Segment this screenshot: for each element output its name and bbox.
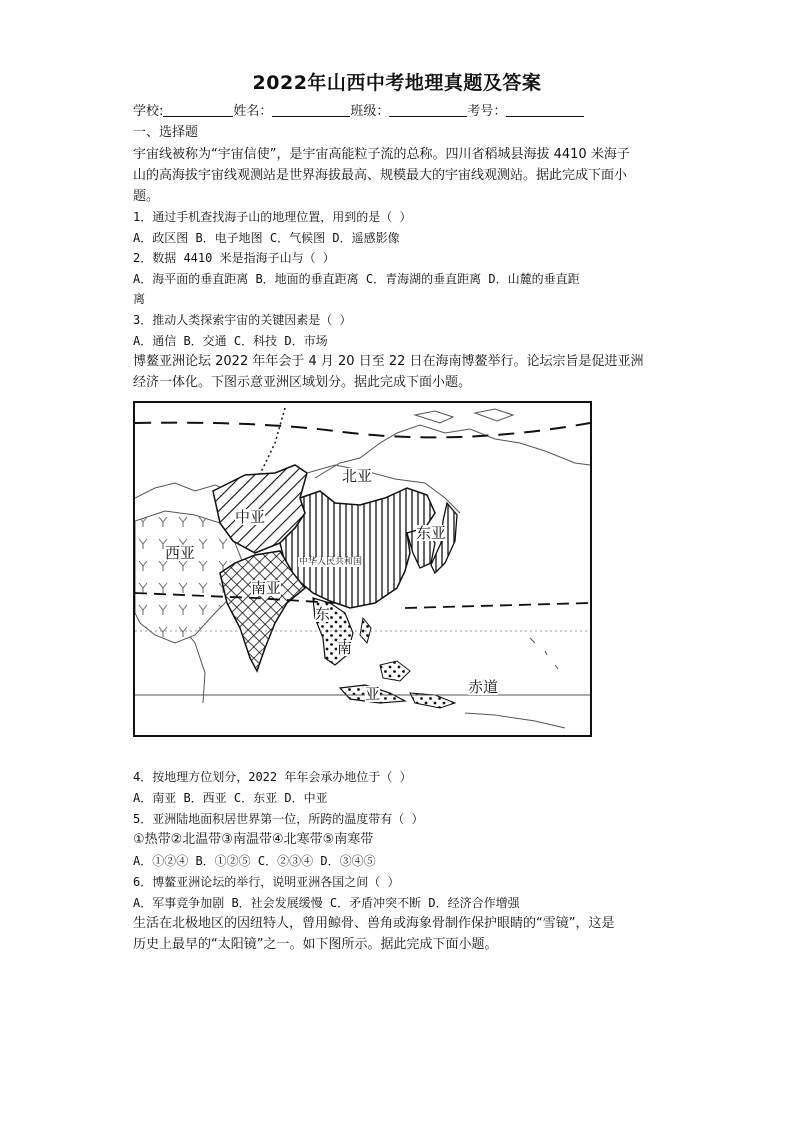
passage3-line1: 生活在北极地区的因纽特人，曾用鲸骨、兽角或海象骨制作保护眼睛的“雪镜”，这是: [133, 916, 615, 931]
q6-stem: 6．博鳌亚洲论坛的举行，说明亚洲各国之间（ ）: [133, 875, 400, 889]
q4-stem: 4．按地理方位划分，2022 年年会承办地位于（ ）: [133, 770, 412, 784]
name-label: 姓名：: [233, 104, 273, 119]
name-blank[interactable]: [272, 102, 350, 117]
q5-stem: 5．亚洲陆地面积居世界第一位，所跨的温度带有（ ）: [133, 812, 424, 826]
label-equator: 赤道: [468, 678, 499, 696]
q6-options[interactable]: A．军事竞争加剧 B．社会发展缓慢 C．矛盾冲突不断 D．经济合作增强: [133, 896, 520, 910]
page-title: 2022年山西中考地理真题及答案: [252, 72, 542, 94]
exam-no-blank[interactable]: [506, 102, 584, 117]
passage1-line1: 宇宙线被称为“宇宙信使”，是宇宙高能粒子流的总称。四川省稻城县海拔 4410 米海子: [133, 147, 630, 162]
asia-map-graphic: [135, 403, 590, 735]
asia-region-map: [133, 401, 592, 737]
passage1-line3: 题。: [133, 189, 160, 204]
passage2-line2: 经济一体化。下图示意亚洲区域划分。据此完成下面小题。: [133, 375, 472, 390]
class-blank[interactable]: [389, 102, 467, 117]
section-heading: 一、选择题: [133, 125, 199, 140]
label-south-asia: 南亚: [251, 579, 282, 597]
q3-options[interactable]: A．通信 B．交通 C．科技 D．市场: [133, 334, 328, 348]
q2-options-cont: 离: [133, 292, 146, 306]
passage3-line2: 历史上最早的“太阳镜”之一。如下图所示。据此完成下面小题。: [133, 937, 498, 952]
q5-options[interactable]: A．①②④ B．①②⑤ C．②③④ D．③④⑤: [133, 854, 376, 868]
school-label: 学校:: [133, 104, 164, 119]
school-blank[interactable]: [163, 102, 233, 117]
label-southeast-2: 南: [337, 639, 353, 657]
label-east-asia: 东亚: [416, 524, 447, 542]
class-label: 班级：: [350, 104, 390, 119]
label-southeast-1: 东: [315, 605, 331, 623]
label-west-asia: 西亚: [165, 544, 196, 562]
label-southeast-3: 亚: [365, 685, 381, 703]
q4-options[interactable]: A．南亚 B．西亚 C．东亚 D．中亚: [133, 791, 328, 805]
q2-options[interactable]: A．海平面的垂直距离 B．地面的垂直距离 C．青海湖的垂直距离 D．山麓的垂直距: [133, 272, 580, 286]
label-china: 中华人民共和国: [299, 557, 363, 567]
passage1-line2: 山的高海拔宇宙线观测站是世界海拔最高、规模最大的宇宙线观测站。据此完成下面小: [133, 168, 628, 183]
passage2-line1: 博鳌亚洲论坛 2022 年年会于 4 月 20 日至 22 日在海南博鳌举行。论坛宗旨是促进亚洲: [133, 354, 644, 369]
q5-choices: ①热带②北温带③南温带④北寒带⑤南寒带: [133, 832, 374, 847]
exam-no-label: 考号：: [467, 104, 507, 119]
q2-stem: 2．数据 4410 米是指海子山与（ ）: [133, 251, 335, 265]
label-central-asia: 中亚: [235, 508, 266, 526]
student-info-line: [133, 102, 673, 122]
q1-stem: 1．通过手机查找海子山的地理位置，用到的是（ ）: [133, 210, 412, 224]
label-north-asia: 北亚: [342, 467, 373, 485]
q3-stem: 3．推动人类探索宇宙的关键因素是（ ）: [133, 313, 352, 327]
q1-options[interactable]: A．政区图 B．电子地图 C．气候图 D．遥感影像: [133, 231, 400, 245]
